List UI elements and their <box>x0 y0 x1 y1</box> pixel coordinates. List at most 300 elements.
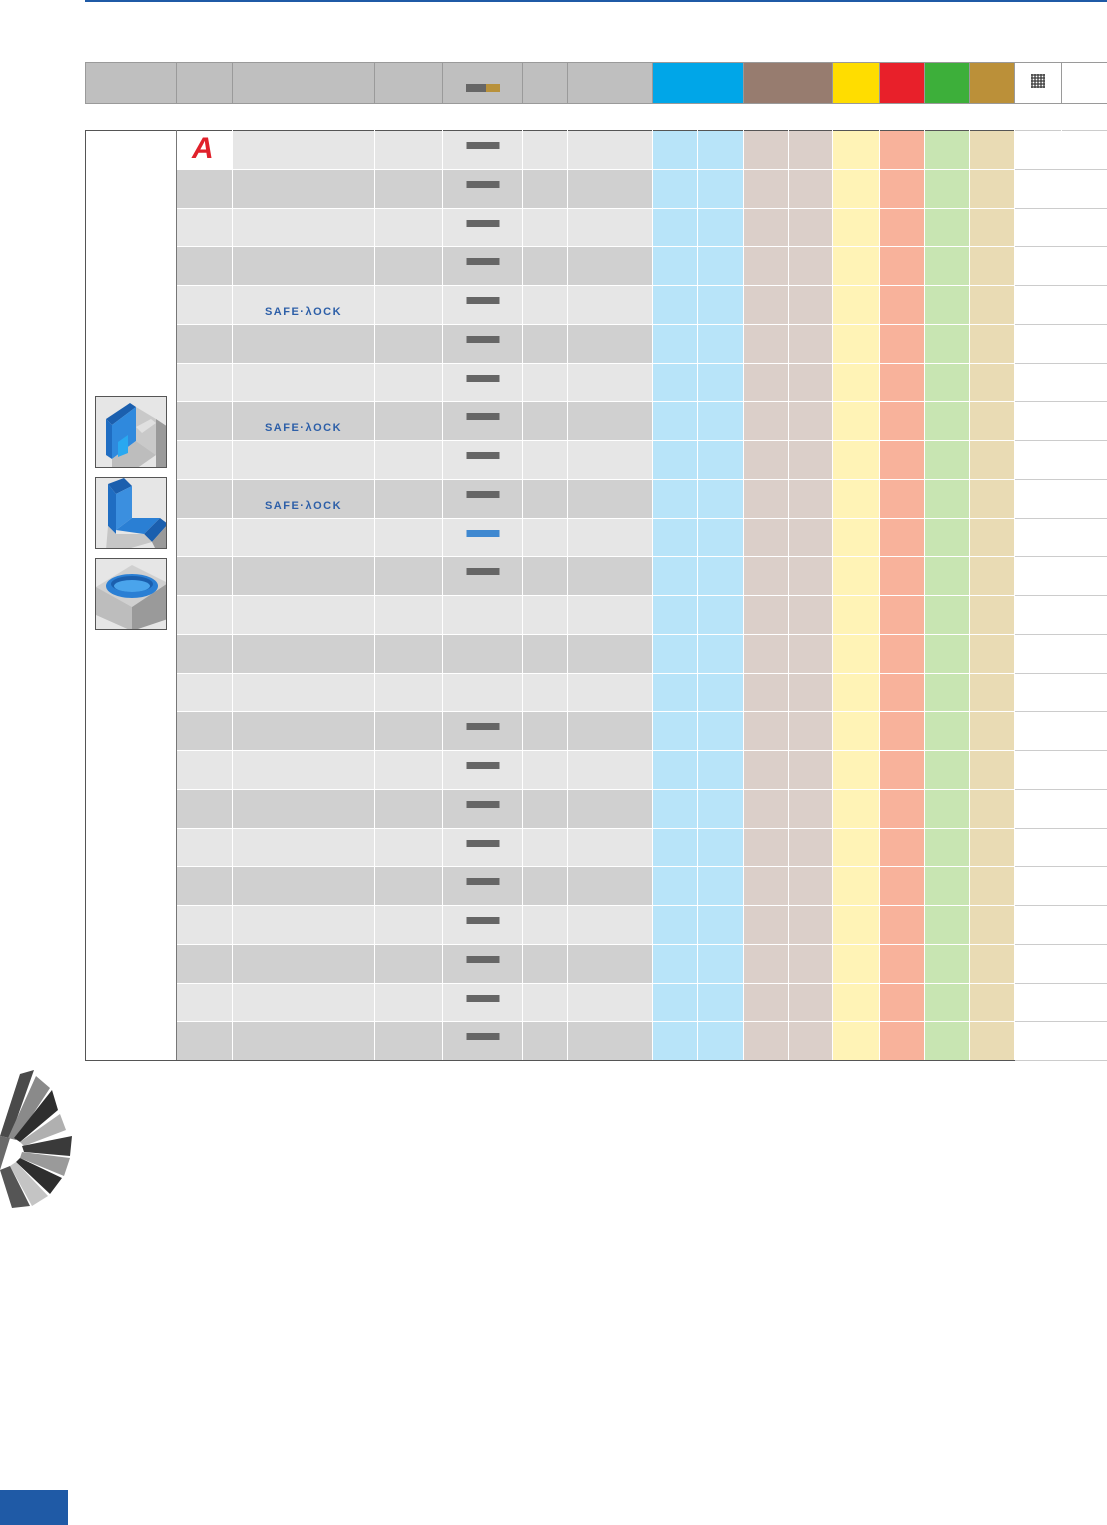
coating-cell <box>443 596 523 635</box>
material-cell <box>970 596 1015 635</box>
header-grid-icon-cell <box>1015 63 1062 104</box>
logo-cell <box>177 712 233 751</box>
material-cell <box>833 557 880 596</box>
hatch-grid-icon <box>1029 72 1047 90</box>
material-cell <box>1015 983 1062 1022</box>
table-row <box>86 324 1107 363</box>
designation-cell <box>233 673 375 712</box>
material-cell <box>925 208 970 247</box>
material-cell <box>833 673 880 712</box>
material-cell <box>1062 867 1107 906</box>
material-cell <box>1062 751 1107 790</box>
table-row <box>86 479 1107 518</box>
header-cell <box>86 63 177 104</box>
material-cell <box>880 169 925 208</box>
material-cell <box>833 286 880 325</box>
material-cell <box>698 906 744 945</box>
material-cell <box>789 596 833 635</box>
material-cell <box>970 363 1015 402</box>
material-cell <box>698 518 744 557</box>
material-cell <box>925 518 970 557</box>
material-cell <box>925 402 970 441</box>
material-cell <box>789 906 833 945</box>
page-tab <box>0 1490 68 1525</box>
header-heat-resistant <box>925 63 970 104</box>
designation-cell <box>233 828 375 867</box>
coating-cell <box>443 789 523 828</box>
coating-bar-icon <box>466 878 499 885</box>
material-cell <box>1015 208 1062 247</box>
material-cell <box>925 596 970 635</box>
data-cell <box>523 751 568 790</box>
coating-bar-icon <box>466 142 499 149</box>
material-cell <box>789 751 833 790</box>
material-cell <box>744 402 789 441</box>
material-cell <box>744 906 789 945</box>
header-cell <box>233 63 375 104</box>
designation-cell <box>233 402 375 441</box>
material-cell <box>833 441 880 480</box>
material-cell <box>880 712 925 751</box>
material-cell <box>970 751 1015 790</box>
material-cell <box>880 596 925 635</box>
coating-bar-icon <box>466 375 499 382</box>
end-mill-cutter-icon <box>0 1066 76 1208</box>
data-cell <box>568 441 653 480</box>
material-cell <box>970 324 1015 363</box>
material-cell <box>1015 906 1062 945</box>
material-cell <box>698 712 744 751</box>
material-cell <box>1015 169 1062 208</box>
material-cell <box>970 906 1015 945</box>
material-cell <box>744 208 789 247</box>
data-cell <box>375 944 443 983</box>
designation-cell <box>233 131 375 170</box>
material-cell <box>880 867 925 906</box>
data-cell <box>523 169 568 208</box>
data-cell <box>375 441 443 480</box>
coating-cell <box>443 673 523 712</box>
safe-lock-brand: SAFE·λOCK <box>264 499 343 512</box>
data-cell <box>375 169 443 208</box>
data-cell <box>568 906 653 945</box>
material-cell <box>744 596 789 635</box>
table-row <box>86 673 1107 712</box>
material-cell <box>698 557 744 596</box>
safe-lock-brand: SAFE·λOCK <box>264 306 343 318</box>
data-cell <box>375 518 443 557</box>
material-cell <box>880 828 925 867</box>
logo-cell <box>177 867 233 906</box>
material-cell <box>880 1022 925 1061</box>
data-cell <box>375 363 443 402</box>
material-cell <box>880 208 925 247</box>
material-cell <box>833 751 880 790</box>
material-cell <box>970 441 1015 480</box>
material-cell <box>1062 557 1107 596</box>
data-cell <box>523 247 568 286</box>
data-cell <box>523 479 568 518</box>
material-cell <box>744 789 789 828</box>
material-cell <box>880 634 925 673</box>
material-cell <box>744 286 789 325</box>
material-cell <box>970 286 1015 325</box>
coating-cell <box>443 828 523 867</box>
header-nonferrous <box>880 63 925 104</box>
data-cell <box>568 286 653 325</box>
material-cell <box>925 712 970 751</box>
material-cell <box>1062 634 1107 673</box>
material-cell <box>833 131 880 170</box>
material-cell <box>925 634 970 673</box>
header-cast-iron <box>833 63 880 104</box>
material-cell <box>1015 789 1062 828</box>
material-cell <box>653 441 698 480</box>
table-row <box>86 363 1107 402</box>
material-cell <box>744 169 789 208</box>
material-cell <box>833 518 880 557</box>
data-cell <box>523 131 568 170</box>
data-cell <box>568 867 653 906</box>
data-cell <box>375 286 443 325</box>
material-cell <box>789 712 833 751</box>
material-cell <box>880 789 925 828</box>
material-cell <box>833 712 880 751</box>
material-cell <box>1015 441 1062 480</box>
coating-bar-icon <box>466 723 499 730</box>
material-cell <box>789 363 833 402</box>
material-cell <box>1062 789 1107 828</box>
table-row <box>86 557 1107 596</box>
data-cell <box>568 789 653 828</box>
material-cell <box>970 169 1015 208</box>
coating-cell <box>443 324 523 363</box>
coating-cell <box>443 441 523 480</box>
designation-cell <box>233 867 375 906</box>
material-cell <box>653 208 698 247</box>
material-cell <box>698 402 744 441</box>
data-cell <box>523 983 568 1022</box>
material-cell <box>653 402 698 441</box>
material-cell <box>698 944 744 983</box>
data-cell <box>375 789 443 828</box>
coating-cell <box>443 983 523 1022</box>
material-cell <box>925 906 970 945</box>
material-cell <box>1062 247 1107 286</box>
data-cell <box>523 402 568 441</box>
material-cell <box>1062 906 1107 945</box>
data-cell <box>375 596 443 635</box>
material-cell <box>698 479 744 518</box>
material-cell <box>970 944 1015 983</box>
logo-cell <box>177 479 233 518</box>
material-cell <box>880 557 925 596</box>
material-cell <box>653 673 698 712</box>
header-cell <box>568 63 653 104</box>
table-row <box>86 867 1107 906</box>
side-milling-icon <box>95 477 167 549</box>
material-cell <box>698 673 744 712</box>
material-cell <box>833 634 880 673</box>
logo-cell <box>177 634 233 673</box>
material-cell <box>698 751 744 790</box>
material-cell <box>789 944 833 983</box>
material-cell <box>1062 208 1107 247</box>
table-row <box>86 634 1107 673</box>
table-row <box>86 596 1107 635</box>
material-cell <box>744 247 789 286</box>
coating-cell <box>443 247 523 286</box>
table-header <box>85 62 1107 104</box>
material-cell <box>653 169 698 208</box>
coating-bar-icon <box>466 530 499 537</box>
material-cell <box>653 944 698 983</box>
material-cell <box>698 983 744 1022</box>
material-cell <box>744 751 789 790</box>
material-cell <box>1062 441 1107 480</box>
material-cell <box>1062 596 1107 635</box>
material-cell <box>833 596 880 635</box>
material-cell <box>789 441 833 480</box>
material-cell <box>653 324 698 363</box>
header-cell <box>523 63 568 104</box>
material-cell <box>880 518 925 557</box>
coating-bar-icon <box>466 956 499 963</box>
header-coating-swatch <box>443 63 523 104</box>
material-cell <box>1015 479 1062 518</box>
designation-cell <box>233 983 375 1022</box>
material-cell <box>744 634 789 673</box>
data-cell <box>375 634 443 673</box>
material-cell <box>789 983 833 1022</box>
designation-cell <box>233 557 375 596</box>
material-cell <box>653 131 698 170</box>
material-cell <box>1015 131 1062 170</box>
data-cell <box>568 131 653 170</box>
material-cell <box>925 286 970 325</box>
material-cell <box>744 441 789 480</box>
header-stainless <box>744 63 833 104</box>
material-cell <box>925 673 970 712</box>
data-cell <box>568 983 653 1022</box>
data-cell <box>523 634 568 673</box>
material-cell <box>1062 402 1107 441</box>
coating-cell <box>443 169 523 208</box>
material-cell <box>698 131 744 170</box>
data-cell <box>568 944 653 983</box>
material-cell <box>1015 1022 1062 1061</box>
pocket-milling-icon <box>95 558 167 630</box>
material-cell <box>744 944 789 983</box>
data-cell <box>375 479 443 518</box>
coating-cell <box>443 208 523 247</box>
material-cell <box>925 363 970 402</box>
data-cell <box>375 247 443 286</box>
material-cell <box>698 324 744 363</box>
material-cell <box>1015 867 1062 906</box>
coating-bar-icon <box>466 452 499 459</box>
table-row <box>86 789 1107 828</box>
material-cell <box>925 557 970 596</box>
material-cell <box>1015 596 1062 635</box>
designation-cell <box>233 751 375 790</box>
material-cell <box>970 789 1015 828</box>
data-cell <box>523 518 568 557</box>
designation-cell <box>233 169 375 208</box>
table-row <box>86 712 1107 751</box>
coating-bar-icon <box>466 220 499 227</box>
logo-cell <box>177 906 233 945</box>
data-cell <box>523 363 568 402</box>
coating-cell <box>443 131 523 170</box>
material-cell <box>833 1022 880 1061</box>
table-row <box>86 828 1107 867</box>
logo-cell <box>177 751 233 790</box>
coating-cell <box>443 751 523 790</box>
coating-bar-icon <box>466 995 499 1002</box>
material-cell <box>833 402 880 441</box>
coating-cell <box>443 944 523 983</box>
data-cell <box>375 828 443 867</box>
data-cell <box>375 983 443 1022</box>
table-row <box>86 983 1107 1022</box>
table-row <box>86 1022 1107 1061</box>
material-cell <box>789 208 833 247</box>
material-cell <box>698 169 744 208</box>
material-cell <box>880 247 925 286</box>
table-row <box>86 286 1107 325</box>
top-rule <box>85 0 1107 2</box>
material-cell <box>698 634 744 673</box>
material-cell <box>970 479 1015 518</box>
data-cell <box>375 751 443 790</box>
table-row <box>86 751 1107 790</box>
material-cell <box>880 983 925 1022</box>
coating-bar-icon <box>466 917 499 924</box>
logo-cell <box>177 673 233 712</box>
data-cell <box>523 789 568 828</box>
material-cell <box>789 247 833 286</box>
material-cell <box>1015 712 1062 751</box>
material-cell <box>880 131 925 170</box>
material-cell <box>880 441 925 480</box>
material-cell <box>1062 1022 1107 1061</box>
coating-cell <box>443 518 523 557</box>
material-cell <box>653 751 698 790</box>
material-cell <box>880 479 925 518</box>
coating-bar-icon <box>466 413 499 420</box>
material-cell <box>653 789 698 828</box>
material-cell <box>653 363 698 402</box>
material-cell <box>970 634 1015 673</box>
coating-bar-icon <box>466 801 499 808</box>
logo-cell <box>177 363 233 402</box>
coating-cell <box>443 1022 523 1061</box>
data-cell <box>568 169 653 208</box>
material-cell <box>833 363 880 402</box>
material-cell <box>970 712 1015 751</box>
material-cell <box>833 208 880 247</box>
data-cell <box>375 402 443 441</box>
material-cell <box>833 789 880 828</box>
material-cell <box>925 131 970 170</box>
data-cell <box>375 673 443 712</box>
material-cell <box>1062 828 1107 867</box>
material-cell <box>789 634 833 673</box>
designation-cell <box>233 441 375 480</box>
coating-cell <box>443 557 523 596</box>
material-cell <box>1062 944 1107 983</box>
data-cell <box>375 906 443 945</box>
material-cell <box>880 673 925 712</box>
material-cell <box>653 906 698 945</box>
table-row <box>86 208 1107 247</box>
material-cell <box>789 324 833 363</box>
logo-cell <box>177 557 233 596</box>
material-cell <box>925 169 970 208</box>
material-cell <box>925 789 970 828</box>
designation-cell <box>233 906 375 945</box>
material-cell <box>880 944 925 983</box>
material-cell <box>970 402 1015 441</box>
data-cell <box>568 712 653 751</box>
logo-cell <box>177 1022 233 1061</box>
material-cell <box>744 479 789 518</box>
data-cell <box>568 1022 653 1061</box>
material-cell <box>789 402 833 441</box>
material-cell <box>789 673 833 712</box>
table-row <box>86 441 1107 480</box>
material-cell <box>698 208 744 247</box>
data-cell <box>523 441 568 480</box>
material-cell <box>698 867 744 906</box>
material-cell <box>1062 712 1107 751</box>
data-cell <box>523 286 568 325</box>
designation-cell <box>233 1022 375 1061</box>
designation-cell <box>233 208 375 247</box>
material-cell <box>653 828 698 867</box>
coating-bar-icon <box>466 1033 499 1040</box>
material-cell <box>833 828 880 867</box>
material-cell <box>925 479 970 518</box>
material-cell <box>789 518 833 557</box>
header-cell <box>1062 63 1107 104</box>
coating-cell <box>443 712 523 751</box>
coating-bar-icon <box>466 840 499 847</box>
material-cell <box>789 131 833 170</box>
data-cell <box>568 596 653 635</box>
table-row <box>86 169 1107 208</box>
material-cell <box>970 518 1015 557</box>
material-cell <box>970 983 1015 1022</box>
shoulder-milling-icon <box>95 396 167 468</box>
material-cell <box>833 906 880 945</box>
data-cell <box>568 828 653 867</box>
logo-cell <box>177 983 233 1022</box>
data-cell <box>568 208 653 247</box>
material-cell <box>833 169 880 208</box>
designation-cell <box>233 286 375 325</box>
material-cell <box>833 983 880 1022</box>
material-cell <box>925 1022 970 1061</box>
data-cell <box>375 557 443 596</box>
designation-cell <box>233 712 375 751</box>
material-cell <box>925 828 970 867</box>
data-cell <box>568 247 653 286</box>
material-cell <box>970 867 1015 906</box>
designation-cell <box>233 596 375 635</box>
material-cell <box>1062 673 1107 712</box>
